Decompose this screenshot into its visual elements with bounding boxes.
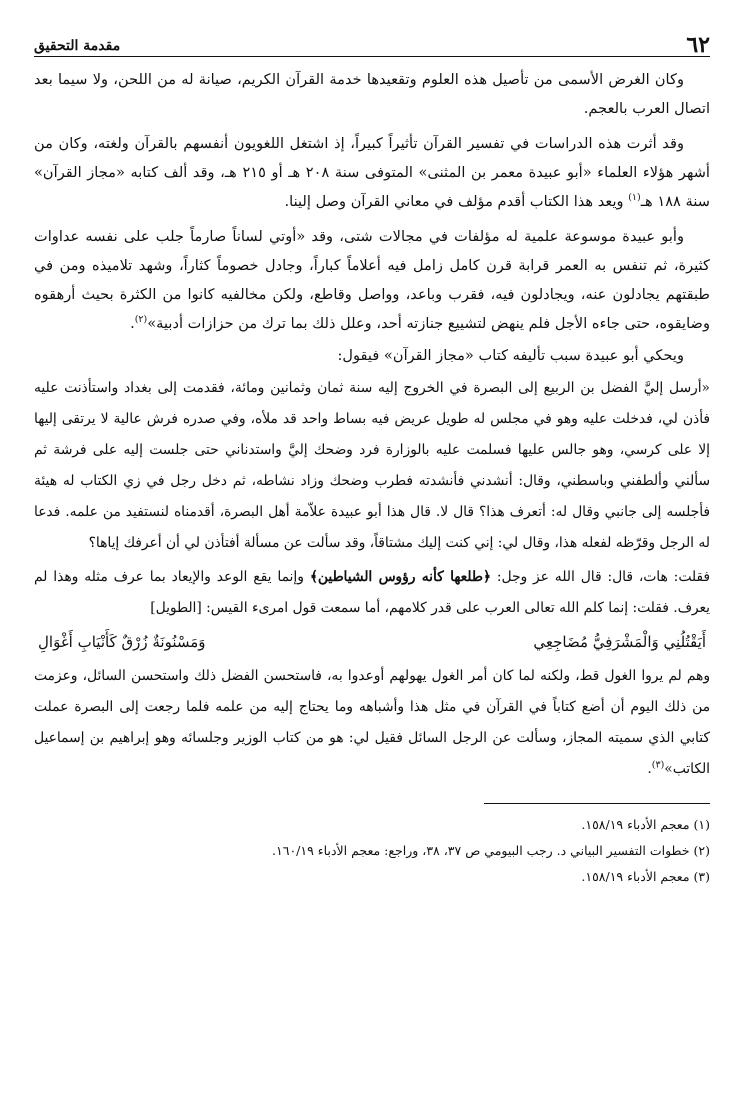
document-page xyxy=(34,26,710,890)
footnote: (٢) خطوات التفسير البياني د. رجب البيومي ص ٣٧، ٣٨، وراجع: معجم الأدباء ١٦٠/١٩. xyxy=(272,843,710,858)
paragraph-text: ويعد هذا الكتاب أقدم مؤلف في معاني القرآن وصل إلينا. xyxy=(284,193,624,210)
running-title: مقدمة التحقيق xyxy=(34,38,121,54)
page-header xyxy=(34,26,710,57)
paragraph xyxy=(34,129,710,216)
quote-paragraph: وهم لم يروا الغول قط، ولكنه لما كان أمر الغول يهولهم أوعدوا به، فاستحسن الفضل ذلك واستحسن السائل، وعزمت من ذلك اليوم أن أضع كتاباً في القرآن في مثل هذا وأشباهه وما يحتاج إليه من علمه فلما رجعت إلى البصرة عملت كتابي الذي سميته المجاز، وسألت عن الرجل السائل فقيل لي: هو من كتاب الوزير وجلسائه وهو إبراهيم بن إسماعيل الكاتب»$^{(٣)}$. xyxy=(34,668,710,777)
page-number: ٦٢ xyxy=(686,32,710,58)
paragraph-text: وقد أثرت هذه الدراسات في تفسير القرآن تأثيراً كبيراً، إذ اشتغل اللغويون أنفسهم بالقرآن ولغته، وكان من أشهر هؤلاء العلماء «أبو عبيدة معمر بن المثنى» المتوفى سنة ٢٠٨ هـ أو ٢١٥ هـ، وقد ألف كتابه «مجاز القرآن» سنة ١٨٨ هـ xyxy=(34,135,710,210)
paragraph: وأبو عبيدة موسوعة علمية له مؤلفات في مجالات شتى، وقد «أوتي لساناً صارماً جلب على نفسه عداوات كثيرة، ثم تنفس به العمر قرابة قرن كامل زامل فيه أعلاماً كباراً، وجادل خصوماً كثاراً، وشهد تلاميذه ومن في طبقتهم يجادلون عنه، ويجادلون فيه، فقرب وباعد، وواصل وقاطع، ولكن مخالفيه كانوا من الكثرة بحيث أرهقوه وضايقوه، حتى جاءه الأجل فلم ينهض لتشييع جنازته أحد، وعلل ذلك بما ترك من حزازات أدبية»$^{(٢)}$. xyxy=(34,228,710,332)
quran-verse: ﴿طلعها كأنه رؤوس الشياطين﴾ xyxy=(309,569,491,585)
paragraph: وكان الغرض الأسمى من تأصيل هذه العلوم وتقعيدها خدمة القرآن الكريم، صيانة له من اللحن، ولا سيما بعد اتصال العرب بالعجم. xyxy=(34,71,710,117)
quote-text: فقلت: هات، قال: قال الله عز وجل: xyxy=(496,569,711,585)
footnote-divider xyxy=(484,803,710,804)
body-text xyxy=(34,65,710,785)
quote-paragraph xyxy=(34,562,710,624)
paragraph-text: وأبو عبيدة موسوعة علمية له مؤلفات في مجالات شتى، وقد «أوتي لساناً صارماً جلب على نفسه عداوات كثيرة، ثم تنفس به العمر قرابة قرن كامل زامل فيه أعلاماً كباراً، وجادل خصوماً كثاراً، وشهد تلاميذه ومن في طبقتهم يجادلون عنه، ويجادلون فيه، فقرب وباعد، وواصل وقاطع، ولكن مخالفيه كانوا من الكثرة بحيث أرهقوه وضايقوه، حتى جاءه الأجل فلم ينهض لتشييع جنازته أحد، وعلل ذلك بما ترك من حزازات أدبية» xyxy=(34,228,710,332)
verse-hemistich: وَمَسْنُونَةٌ زُرْقٌ كَأَنْيَابِ أَغْوَالِ xyxy=(38,633,206,651)
verse-hemistich: أَيَقْتُلُنِي وَالْمَشْرَفِيُّ مُضَاجِعِي xyxy=(533,633,706,651)
poetry-verse xyxy=(34,627,710,657)
quote-text: وهم لم يروا الغول قط، ولكنه لما كان أمر الغول يهولهم أوعدوا به، فاستحسن الفضل ذلك واستحسن السائل، وعزمت من ذلك اليوم أن أضع كتاباً في القرآن في مثل هذا وأشباهه وما يحتاج إليه من علمه فلما رجعت إلى البصرة عملت كتابي الذي سميته المجاز، وسألت عن الرجل السائل فقيل لي: هو من كتاب الوزير وجلسائه وهو إبراهيم بن إسماعيل الكاتب» xyxy=(34,668,710,777)
footnote: (٣) معجم الأدباء ١٥٨/١٩. xyxy=(581,869,710,884)
paragraph: ويحكي أبو عبيدة سبب تأليفه كتاب «مجاز القرآن» فيقول: xyxy=(337,347,684,364)
quote-text: وإنما يقع الوعد والإيعاد بما عرف مثله وهذا لم يعرف. فقلت: إنما كلم الله تعالى العرب على قدر كلامهم، أما سمعت قول امرىء القيس: [الطويل] xyxy=(34,569,710,616)
footnotes xyxy=(34,812,710,890)
footnote-marker: (١) xyxy=(628,192,641,204)
footnote: (١) معجم الأدباء ١٥٨/١٩. xyxy=(581,817,710,832)
footnote-marker: (٣) xyxy=(651,759,665,771)
footnote-marker: (٢) xyxy=(134,314,148,326)
quote-paragraph: «أرسل إليَّ الفضل بن الربيع إلى البصرة في الخروج إليه سنة ثمان وثمانين ومائة، فقدمت إلى بغداد واستأذنت عليه فأذن لي، فدخلت عليه وهو في مجلس له طويل عريض فيه بساط واحد قد ملأه، وفي صدره فرش عالية لا يرتقى إليها إلا على كرسي، وهو جالس عليها فسلمت عليه بالوزارة فرد وضحك إليَّ واستدناني حتى جلست إليه على فرشة ثم سألني وألطفني وباسطني، وقال: أنشدني فأنشدته فطرب وضحك وزاد نشاطه، ثم دخل رجل في زي الكتاب له هيئة فأجلسه إلى جانبي وقال له: أتعرف هذا؟ قال لا. قال هذا أبو عبيدة علاّمة أهل البصرة، أقدمناه لنستفيد من علمه. فدعا له الرجل وقرّظه لفعله هذا، وقال لي: إني كنت إليك مشتاقاً، وقد سألت عن مسألة أفتأذن لي أن أعرفك إياها؟ xyxy=(34,380,710,551)
